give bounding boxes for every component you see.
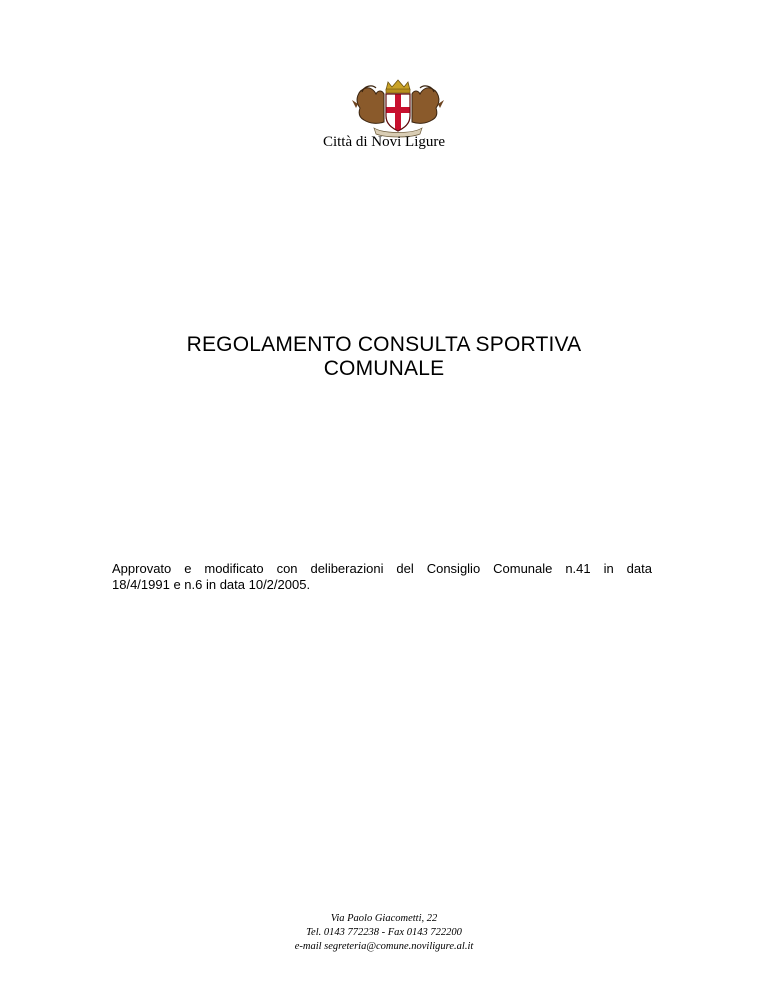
footer-phone-fax: Tel. 0143 772238 - Fax 0143 722200 <box>306 927 462 938</box>
approval-word: modificato <box>204 561 264 576</box>
approval-word: con <box>276 561 298 576</box>
document-title-line-2: COMUNALE <box>323 357 445 380</box>
approval-word: n.41 <box>565 561 591 576</box>
coat-of-arms-icon <box>350 78 446 138</box>
approval-word: deliberazioni <box>310 561 384 576</box>
approval-word: Approvato <box>112 561 172 576</box>
approval-word: del <box>396 561 414 576</box>
approval-word: e <box>184 561 192 576</box>
approval-note-line-1 <box>112 561 652 577</box>
city-name: Città di Novi Ligure <box>322 134 446 150</box>
document-title <box>0 333 768 381</box>
approval-word: Consiglio <box>426 561 481 576</box>
approval-note <box>112 561 652 593</box>
document-title-line-1: REGOLAMENTO CONSULTA SPORTIVA <box>186 333 582 356</box>
footer-address: Via Paolo Giacometti, 22 <box>330 913 438 924</box>
approval-word: data <box>626 561 652 576</box>
footer-email: e-mail segreteria@comune.noviligure.al.it <box>294 941 474 952</box>
approval-note-line-2: 18/4/1991 e n.6 in data 10/2/2005. <box>112 577 311 592</box>
approval-word: in <box>603 561 614 576</box>
approval-word: Comunale <box>493 561 553 576</box>
footer-contact <box>0 912 768 954</box>
